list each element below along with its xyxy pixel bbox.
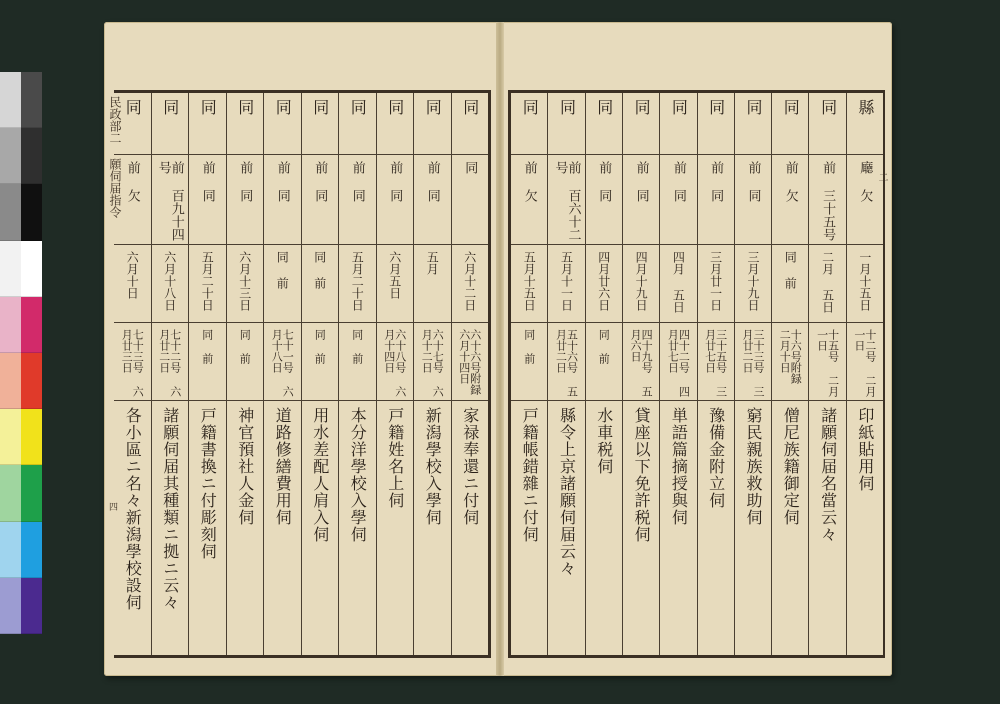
right-page-entry-9 — [511, 93, 547, 655]
left-page-entry-2 — [376, 93, 414, 655]
directive-cell: 同 前 — [586, 323, 622, 401]
subject-cell: 水車税伺 — [594, 407, 614, 475]
color-swatch-left-8 — [0, 522, 21, 578]
color-swatch-left-1 — [0, 128, 21, 184]
request-date-cell: 六月十三日 — [227, 245, 264, 323]
office-cell: 同 — [586, 93, 622, 155]
request-date-cell: 五月十一日 — [548, 245, 584, 323]
directive-cell: 四十二号 四月廿七日 — [660, 323, 696, 401]
request-date-cell: 二月 五日 — [809, 245, 845, 323]
left-page-entry-3 — [338, 93, 376, 655]
request-date-cell: 三月廿一日 — [698, 245, 734, 323]
color-swatch-left-7 — [0, 465, 21, 521]
subject-cell: 縣令上京諸願伺届云々 — [557, 407, 577, 577]
number-cell: 前 同 — [264, 155, 301, 245]
number-cell: 前 同 — [227, 155, 264, 245]
color-swatch-right-3 — [21, 241, 42, 297]
color-swatch-left-4 — [0, 297, 21, 353]
right-page-entry-8 — [547, 93, 584, 655]
left-margin-title: 民政部二 願伺届指令 — [108, 96, 122, 218]
right-page-entry-6 — [622, 93, 659, 655]
directive-cell: 四十九号 五月六日 — [623, 323, 659, 401]
color-bar-left-column — [0, 72, 21, 634]
number-cell: 前 同 — [414, 155, 451, 245]
subject-cell: 諸願伺届名當云々 — [818, 407, 838, 543]
number-cell: 前 同 — [698, 155, 734, 245]
color-swatch-right-1 — [21, 128, 42, 184]
color-swatch-right-2 — [21, 184, 42, 240]
request-date-cell: 五月二十日 — [189, 245, 226, 323]
request-date-cell: 四月 五日 — [660, 245, 696, 323]
left-page-entry-6 — [226, 93, 264, 655]
number-cell: 前 欠 — [114, 155, 151, 245]
office-cell: 同 — [772, 93, 808, 155]
number-cell: 前 百九十四号 — [152, 155, 189, 245]
directive-cell: 同 前 — [339, 323, 376, 401]
right-page-entry-2 — [771, 93, 808, 655]
subject-cell: 貸座以下免許税伺 — [632, 407, 652, 543]
left-folio-number: 四 — [107, 502, 117, 511]
office-cell: 同 — [452, 93, 489, 155]
color-calibration-bar — [0, 72, 42, 634]
request-date-cell: 三月十九日 — [735, 245, 771, 323]
subject-cell: 用水差配人肩入伺 — [310, 407, 330, 543]
subject-cell: 神官預社人金伺 — [235, 407, 255, 526]
directive-cell: 六十七号 六月十二日 — [414, 323, 451, 401]
subject-cell: 諸願伺届其種類ニ拠ニ云々 — [160, 407, 180, 611]
left-page-entry-1 — [413, 93, 451, 655]
office-cell: 同 — [511, 93, 547, 155]
request-date-cell: 六月十八日 — [152, 245, 189, 323]
office-cell: 同 — [114, 93, 151, 155]
number-cell: 前 欠 — [511, 155, 547, 245]
request-date-cell: 一月十五日 — [847, 245, 883, 323]
color-swatch-left-5 — [0, 353, 21, 409]
subject-cell: 新潟學校入學伺 — [423, 407, 443, 526]
subject-cell: 戸籍書換ニ付彫刻伺 — [198, 407, 218, 560]
office-cell: 同 — [339, 93, 376, 155]
subject-cell: 家禄奉還ニ付伺 — [460, 407, 480, 526]
number-cell: 前 三十五号 — [809, 155, 845, 245]
subject-cell: 戸籍姓名上伺 — [385, 407, 405, 509]
office-cell: 同 — [189, 93, 226, 155]
open-book — [104, 22, 892, 676]
color-swatch-right-9 — [21, 578, 42, 634]
right-page-entry-5 — [659, 93, 696, 655]
subject-cell: 各小區ニ名々新潟學校設伺 — [123, 407, 143, 611]
request-date-cell: 六月十日 — [114, 245, 151, 323]
color-swatch-left-6 — [0, 409, 21, 465]
number-cell: 前 同 — [189, 155, 226, 245]
number-cell: 前 同 — [735, 155, 771, 245]
directive-cell: 同 前 — [302, 323, 339, 401]
color-swatch-right-4 — [21, 297, 42, 353]
office-cell: 同 — [660, 93, 696, 155]
right-page-table — [508, 90, 885, 658]
directive-cell: 七十一号 六月十八日 — [264, 323, 301, 401]
color-swatch-left-9 — [0, 578, 21, 634]
directive-cell: 七十二号 六月廿二日 — [152, 323, 189, 401]
number-cell: 廰 欠 — [847, 155, 883, 245]
office-cell: 同 — [698, 93, 734, 155]
book-gutter — [496, 22, 504, 676]
subject-cell: 窮民親族救助伺 — [743, 407, 763, 526]
subject-cell: 僧尼族籍御定伺 — [781, 407, 801, 526]
request-date-cell: 五月二十日 — [339, 245, 376, 323]
subject-cell: 印紙貼用伺 — [855, 407, 875, 492]
request-date-cell: 五月 — [414, 245, 451, 323]
office-cell: 同 — [227, 93, 264, 155]
subject-cell: 単語篇摘授與伺 — [669, 407, 689, 526]
color-swatch-right-6 — [21, 409, 42, 465]
color-swatch-right-5 — [21, 353, 42, 409]
directive-cell: 七十三号 六月廿三日 — [114, 323, 151, 401]
color-swatch-left-2 — [0, 184, 21, 240]
office-cell: 同 — [264, 93, 301, 155]
number-cell: 前 同 — [586, 155, 622, 245]
color-bar-right-column — [21, 72, 42, 634]
request-date-cell: 同 前 — [302, 245, 339, 323]
color-swatch-right-8 — [21, 522, 42, 578]
directive-cell: 三十三号 三月廿二日 — [735, 323, 771, 401]
number-cell: 前 同 — [623, 155, 659, 245]
color-swatch-right-0 — [21, 72, 42, 128]
subject-cell: 本分洋學校入學伺 — [348, 407, 368, 543]
directive-cell: 同 前 — [189, 323, 226, 401]
left-page-table — [114, 90, 491, 658]
directive-cell: 六十六号附録 六月十四日 — [452, 323, 489, 401]
number-cell: 前 欠 — [772, 155, 808, 245]
subject-cell: 豫備金附立伺 — [706, 407, 726, 509]
office-cell: 同 — [377, 93, 414, 155]
office-cell: 同 — [152, 93, 189, 155]
request-date-cell: 四月廿六日 — [586, 245, 622, 323]
number-cell: 前 百六十二号 — [548, 155, 584, 245]
left-page-entry-5 — [263, 93, 301, 655]
left-page-entry-7 — [188, 93, 226, 655]
right-page-entry-4 — [697, 93, 734, 655]
request-date-cell: 四月十九日 — [623, 245, 659, 323]
number-cell: 前 同 — [377, 155, 414, 245]
subject-cell: 道路修繕費用伺 — [273, 407, 293, 526]
office-cell: 同 — [548, 93, 584, 155]
request-date-cell: 同 前 — [264, 245, 301, 323]
right-page-entry-0 — [846, 93, 883, 655]
left-page-entry-0 — [451, 93, 489, 655]
color-swatch-left-3 — [0, 241, 21, 297]
office-cell: 同 — [302, 93, 339, 155]
office-cell: 同 — [809, 93, 845, 155]
left-page-entry-9 — [114, 93, 151, 655]
directive-cell: 十二号 二月一日 — [847, 323, 883, 401]
right-page-entry-7 — [585, 93, 622, 655]
directive-cell: 三十五号 三月廿七日 — [698, 323, 734, 401]
office-cell: 同 — [735, 93, 771, 155]
office-cell: 同 — [623, 93, 659, 155]
number-cell: 前 同 — [302, 155, 339, 245]
office-cell: 同 — [414, 93, 451, 155]
number-cell: 前 同 — [660, 155, 696, 245]
left-page-entry-4 — [301, 93, 339, 655]
directive-cell: 五十六号 五月廿二日 — [548, 323, 584, 401]
directive-cell: 十六号附録 二月十日 — [772, 323, 808, 401]
color-swatch-left-0 — [0, 72, 21, 128]
right-page-entry-3 — [734, 93, 771, 655]
directive-cell: 六十八号 六月十四日 — [377, 323, 414, 401]
subject-cell: 戸籍帳錯雜ニ付伺 — [520, 407, 540, 543]
request-date-cell: 六月十二日 — [452, 245, 489, 323]
directive-cell: 同 前 — [227, 323, 264, 401]
request-date-cell: 五月十五日 — [511, 245, 547, 323]
right-margin-mark: 二 — [876, 172, 887, 182]
request-date-cell: 六月五日 — [377, 245, 414, 323]
directive-cell: 十五号 二月一日 — [809, 323, 845, 401]
office-cell: 縣 — [847, 93, 883, 155]
right-page-entry-1 — [808, 93, 845, 655]
color-swatch-right-7 — [21, 465, 42, 521]
directive-cell: 同 前 — [511, 323, 547, 401]
number-cell: 同 — [452, 155, 489, 245]
number-cell: 前 同 — [339, 155, 376, 245]
request-date-cell: 同 前 — [772, 245, 808, 323]
left-page-entry-8 — [151, 93, 189, 655]
